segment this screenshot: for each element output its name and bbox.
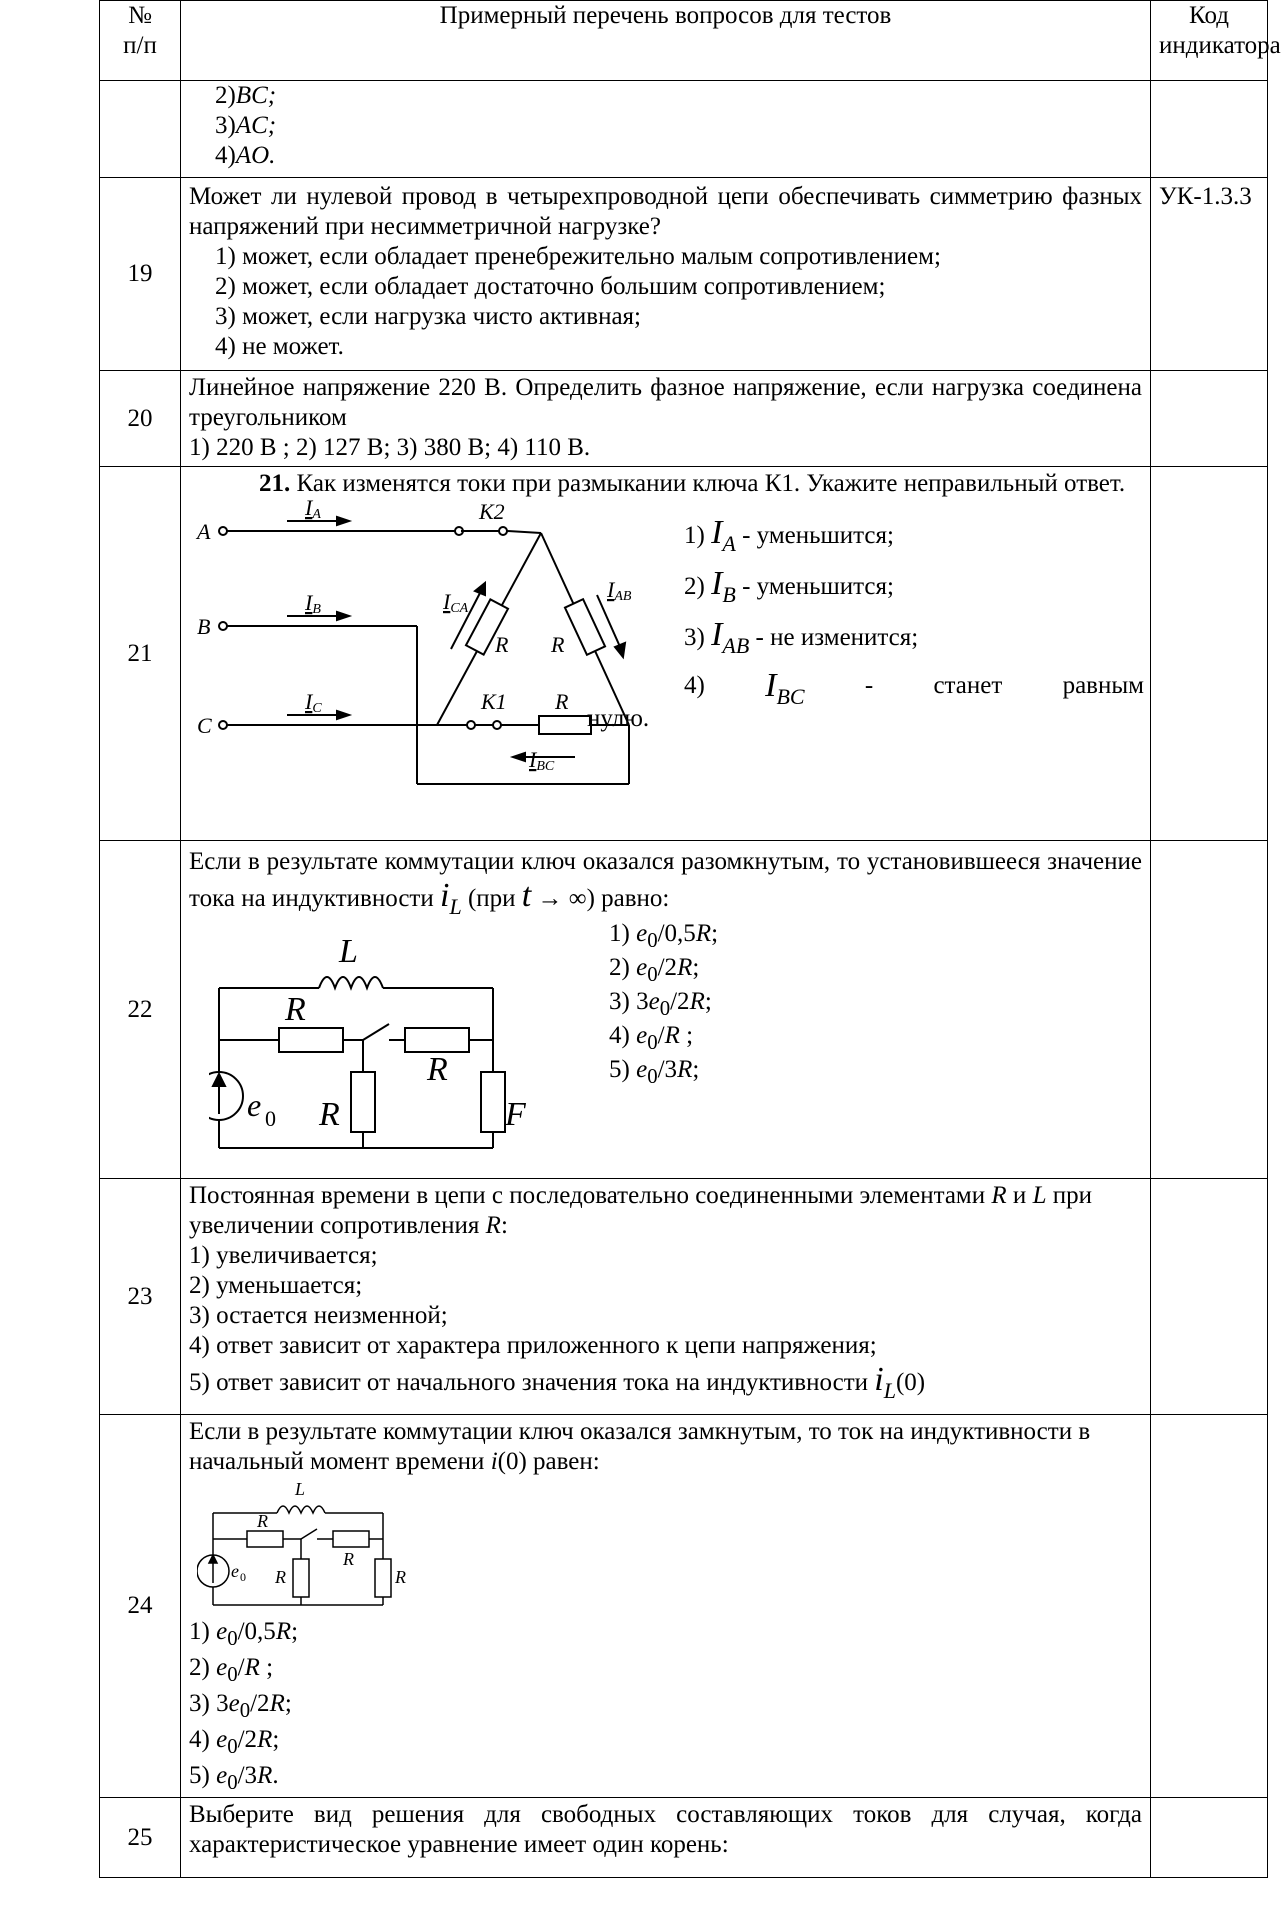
- question-18-options: 2)BC; 3)AC; 4)AO.: [181, 81, 1151, 178]
- svg-text:ICA: ICA: [443, 589, 469, 616]
- circuit-diagram-21: [189, 499, 749, 799]
- table-row-24: [100, 1415, 1268, 1798]
- row-number: 19: [100, 178, 181, 371]
- row-number: 24: [100, 1415, 181, 1798]
- svg-text:A: A: [197, 519, 211, 544]
- svg-text:R: R: [427, 1051, 448, 1088]
- question-19: Может ли нулевой провод в четырехпроводной цепи обеспечивать симметрию фазных напряжений при несимметричной нагрузке? 1) может, если обладает пренебрежительно малым сопротивлением; 2) может, если обладает достаточно большим сопротивлением; 3) может, если нагрузка чисто активная; 4) не может.: [181, 178, 1151, 371]
- question-20: Линейное напряжение 220 В. Определить фазное напряжение, если нагрузка соединена треугольником 1) 220 В ; 2) 127 В; 3) 380 В; 4) 110 В.: [181, 371, 1151, 467]
- svg-text:K2: K2: [479, 499, 505, 524]
- row-number: 21: [100, 467, 181, 841]
- svg-text:R: R: [319, 1096, 340, 1133]
- circuit-diagram-24: [197, 1477, 457, 1617]
- svg-text:L: L: [295, 1479, 306, 1499]
- question-25: Выберите вид решения для свободных составляющих токов для случая, когда характеристическое уравнение имеет один корень:: [181, 1798, 1151, 1878]
- svg-text:F: F: [505, 1096, 526, 1133]
- question-23: Постоянная времени в цепи с последовательно соединенными элементами R и L при увеличении сопротивления R: 1) увеличивается; 2) уменьшается; 3) остается неизменной; 4) ответ зависит от характера приложенного к цепи напряжения; 5) ответ зависит от начального значения тока на индуктивности iL(0): [181, 1179, 1151, 1415]
- svg-text:IC: IC: [305, 689, 322, 716]
- svg-text:B: B: [197, 614, 211, 639]
- table-row-25: [100, 1798, 1268, 1878]
- row-number: 22: [100, 841, 181, 1179]
- svg-text:R: R: [343, 1549, 354, 1569]
- document-page: [99, 0, 1281, 1923]
- table-row-23: [100, 1179, 1268, 1415]
- question-21-answers: 1) IA - уменьшится; 2) IB - уменьшится; 3) IAB - не изменится; 4) IBC - станет равным: [684, 514, 1144, 709]
- svg-text:R: R: [395, 1567, 406, 1587]
- table-row-18-cont: [100, 81, 1268, 178]
- question-21: 21. Как изменятся токи при размыкании ключа К1. Укажите неправильный ответ. A B C IA IB IC ICA IAB IBC K2 K1 R R R 1) IA - уменьшится; 2) IB - уменьшится; 3) IAB - не изменится; 4) IBC - станет равным нулю.: [181, 467, 1151, 841]
- question-24-options: 1) $e_0/0,5R$; 2) $e_0/R$ ; 3) $3e_0/2R$; 4) $e_0/2R$; 5) $e_0/3R$.: [189, 1618, 299, 1794]
- svg-text:IBC: IBC: [529, 747, 555, 774]
- svg-text:IAB: IAB: [607, 577, 632, 604]
- question-24: Если в результате коммутации ключ оказался замкнутым, то ток на индуктивности в начальный момент времени i(0) равен: L R R R R e 0 1) $e_0/0,5R$; 2) $e_0/R$ ; 3) $3e_0/2R$; 4) $e_0/2R$; 5) $e_0/3R$.: [181, 1415, 1151, 1798]
- svg-text:R: R: [555, 689, 569, 714]
- svg-text:e: e: [247, 1087, 262, 1123]
- svg-text:0: 0: [240, 1570, 246, 1584]
- svg-text:R: R: [275, 1567, 286, 1587]
- svg-text:IB: IB: [305, 590, 321, 617]
- table-row-20: [100, 371, 1268, 467]
- svg-text:0: 0: [265, 1106, 276, 1131]
- table-header-row: [100, 1, 1268, 81]
- svg-text:R: R: [285, 991, 306, 1028]
- svg-text:K1: K1: [481, 689, 507, 714]
- svg-text:C: C: [197, 713, 212, 738]
- indicator-code: УК-1.3.3: [1151, 178, 1268, 371]
- svg-text:L: L: [339, 933, 358, 970]
- circuit-diagram-22: [209, 920, 569, 1160]
- table-row-22: [100, 841, 1268, 1179]
- row-number: 20: [100, 371, 181, 467]
- svg-text:R: R: [551, 632, 565, 657]
- question-22-options: 1) $e_0/0,5R$; 2) $e_0/2R$; 3) $3e_0/2R$; 4) $e_0/R$ ; 5) $e_0/3R$;: [609, 920, 719, 1088]
- svg-text:R: R: [257, 1511, 268, 1531]
- table-row-19: [100, 178, 1268, 371]
- svg-text:e: e: [231, 1561, 239, 1581]
- questions-table: [99, 0, 1281, 1878]
- header-question: Примерный перечень вопросов для тестов: [181, 1, 1151, 81]
- header-num: № п/п: [100, 1, 181, 81]
- row-number: 25: [100, 1798, 181, 1878]
- table-row-21: [100, 467, 1268, 841]
- row-number: 23: [100, 1179, 181, 1415]
- svg-text:IA: IA: [305, 499, 321, 522]
- svg-text:R: R: [495, 632, 509, 657]
- question-22: Если в результате коммутации ключ оказался разомкнутым, то установившееся значение тока на индуктивности iL (при t → ∞) равно: L R R R F e 0 1) $e_0/0,5R$; 2) $e_0/2R$; 3) $3e_0/2R$; 4) $e_0/R$ ; 5) $e_0/3R$;: [181, 841, 1151, 1179]
- header-code: Код индикатора: [1151, 1, 1268, 81]
